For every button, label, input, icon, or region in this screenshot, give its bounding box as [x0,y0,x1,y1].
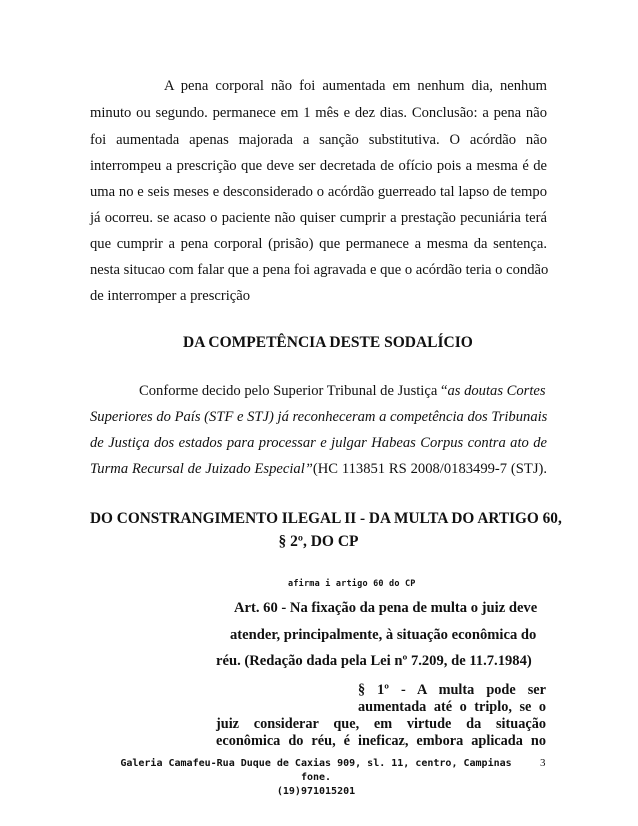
intro-line-8: nesta situcao com falar que a pena foi agravada e que o acórdão teria o condão [90,262,549,278]
intro-line-3: foi aumentada apenas majorada a sanção substitutiva. O acórdão não [90,132,547,148]
heading-constrangimento-line-2: § 2º, DO CP [278,533,359,550]
article-caption: afirma i artigo 60 do CP [288,579,416,589]
competencia-line-3: de Justiça dos estados para processar e julgar Habeas Corpus contra ato de [90,435,547,451]
footer-address: Galeria Camafeu-Rua Duque de Caxias 909, sl. 11, centro, Campinas fone. [120,758,512,783]
article-line-1: Art. 60 - Na fixação da pena de multa o juiz deve [234,600,538,616]
heading-competencia: DA COMPETÊNCIA DESTE SODALÍCIO [183,334,473,351]
intro-line-6: já ocorreu. se acaso o paciente não quiser cumprir a prestação pecuniária terá [90,210,547,226]
intro-line-9: de interromper a prescrição [90,288,251,304]
footer-phone: (19)971015201 [276,786,356,797]
intro-line-7: que cumprir a pena corporal (prisão) que permanece a mesma da sentença. [90,236,547,252]
heading-constrangimento-line-1: DO CONSTRANGIMENTO ILEGAL II - DA MULTA DO ARTIGO 60, [90,510,562,527]
competencia-line-4: Turma Recursal de Juizado Especial”(HC 113851 RS 2008/0183499-7 (STJ). [90,461,548,477]
intro-line-4: interrompeu a prescrição que deve ser decretada de ofício pois a mesma é de [90,158,547,174]
intro-line-1: A pena corporal não foi aumentada em nenhum dia, nenhum [164,78,547,94]
paragraph1-line-2: aumentada até o triplo, se o [358,699,546,715]
competencia-line-1: Conforme decido pelo Superior Tribunal de Justiça “as doutas Cortes [139,383,546,399]
intro-line-2: minuto ou segundo. permanece em 1 mês e dez dias. Conclusão: a pena não [90,105,547,121]
article-line-3: réu. (Redação dada pela Lei nº 7.209, de 11.7.1984) [216,653,532,669]
paragraph1-line-4: econômica do réu, é ineficaz, embora aplicada no [216,733,546,749]
page-footer [106,757,526,799]
page-number: 3 [540,757,546,769]
intro-line-5: uma no e seis meses e desconsiderado o acórdão guerreado tal lapso de tempo [90,184,547,200]
paragraph1-line-1: § 1º - A multa pode ser [358,682,546,698]
paragraph1-line-3: juiz considerar que, em virtude da situação [216,716,546,732]
article-line-2: atender, principalmente, à situação econômica do [230,627,537,643]
competencia-line-2: Superiores do País (STF e STJ) já reconheceram a competência dos Tribunais [90,409,548,425]
